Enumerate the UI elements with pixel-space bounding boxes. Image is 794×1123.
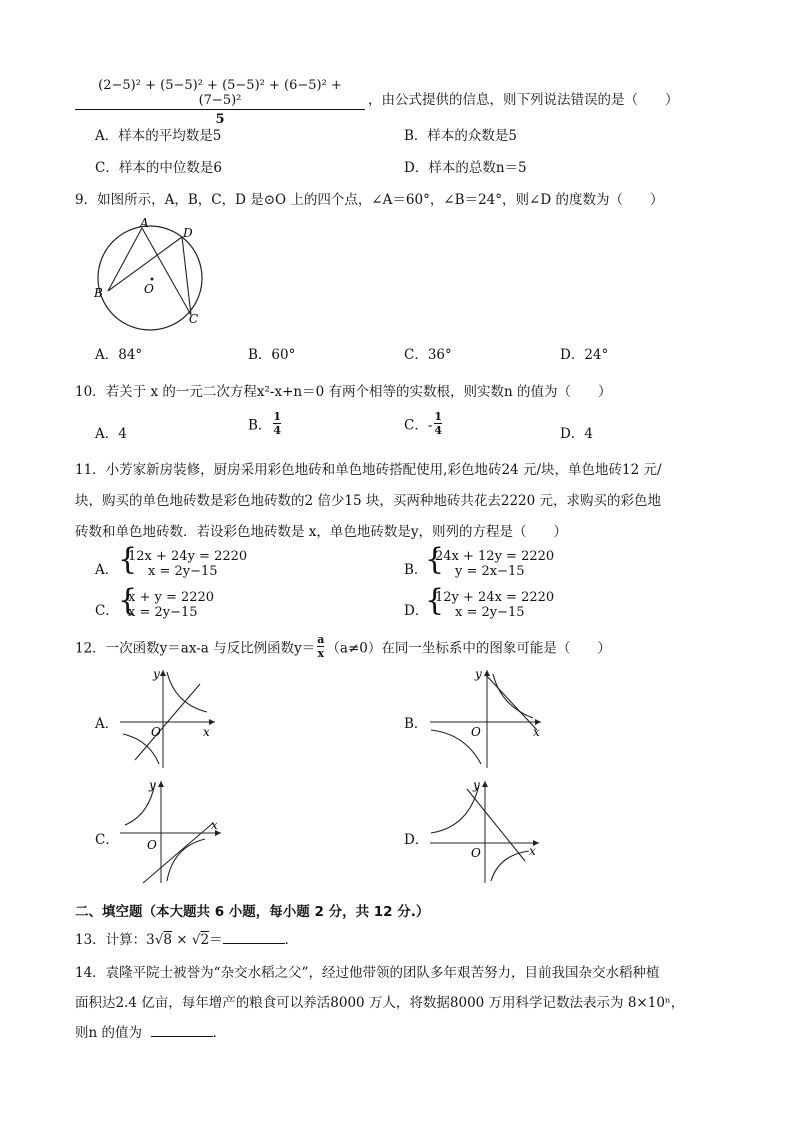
q8-formula-denominator: 5	[215, 112, 225, 127]
q8-option-c[interactable]: C．样本的中位数是6	[95, 160, 222, 176]
chord-dc	[182, 237, 191, 315]
q12-graph-b	[425, 664, 545, 772]
center-point	[151, 278, 154, 281]
q11-d-eq1: 12y + 24x = 2220	[435, 590, 555, 605]
fraction-numerator: 1	[273, 410, 282, 423]
q10-option-c-prefix: C．-	[404, 417, 433, 434]
q10-option-b[interactable]	[248, 410, 283, 437]
q13-radicand-2: 2	[200, 932, 210, 948]
q11-b-eq1: 24x + 12y = 2220	[435, 549, 555, 564]
svg-text:y: y	[149, 778, 156, 792]
q10-option-a[interactable]: A．4	[95, 426, 127, 442]
q11-c-eq2: x = 2y−15	[128, 605, 198, 620]
fraction-denominator: 4	[273, 424, 282, 437]
q11-line-2: 块，购买的单色地砖数是彩色地砖数的2 倍少15 块，买两种地砖共花去2220 元，求购买的彩色地	[75, 493, 661, 509]
q11-option-a-label[interactable]: A．	[95, 562, 119, 578]
q10-option-d[interactable]: D．4	[560, 426, 593, 442]
fraction-numerator: 1	[434, 410, 443, 423]
brace-icon: {	[118, 542, 138, 577]
fraction-denominator: x	[317, 647, 325, 660]
q12-option-d[interactable]: D．	[404, 832, 429, 848]
q9-option-a[interactable]: A．84°	[95, 347, 143, 363]
svg-text:y: y	[475, 667, 482, 681]
q9-option-b[interactable]: B．60°	[248, 347, 296, 363]
q12-graph-d	[425, 775, 543, 887]
q14-answer-blank[interactable]	[151, 1024, 213, 1037]
q12-stem-b: （a≠0）在同一坐标系中的图象可能是（ ）	[326, 640, 611, 657]
q8-formula	[75, 78, 365, 127]
label-d: D	[183, 226, 193, 240]
chord-ac	[142, 228, 191, 315]
brace-icon: {	[118, 583, 138, 618]
svg-text:x: x	[529, 844, 536, 858]
svg-text:O: O	[471, 846, 481, 860]
svg-text:O: O	[151, 725, 161, 739]
q9-circle-figure	[88, 215, 218, 335]
label-a: A	[140, 216, 149, 230]
q14-line-1: 14．袁隆平院士被誉为“杂交水稻之父”，经过他带领的团队多年艰苦努力，目前我国杂交水稻种植	[75, 965, 660, 981]
brace-icon: {	[425, 542, 445, 577]
q11-line-1: 11．小芳家新房装修，厨房采用彩色地砖和单色地砖搭配使用,彩色地砖24 元/块，单色地砖12 元/	[75, 462, 662, 478]
q12-graph-a	[115, 664, 220, 772]
q11-option-d-system	[425, 583, 565, 622]
q11-d-eq2: x = 2y−15	[455, 605, 525, 620]
svg-text:y: y	[473, 778, 480, 792]
chord-ab	[108, 228, 142, 291]
q8-option-d[interactable]: D．样本的总数n＝5	[404, 160, 527, 176]
label-b: B	[94, 286, 103, 300]
q12-fraction	[317, 633, 324, 660]
q11-option-c-system	[118, 583, 258, 622]
q13-radicand-1: 8	[163, 932, 172, 948]
q11-option-a-system	[118, 542, 258, 581]
q11-option-b-system	[425, 542, 565, 581]
q11-a-eq2: x = 2y−15	[148, 564, 218, 579]
svg-text:x: x	[203, 725, 210, 739]
svg-text:O: O	[147, 838, 157, 852]
section-2-title: 二、填空题（本大题共 6 小题，每小题 2 分，共 12 分.）	[75, 904, 430, 920]
q10-stem: 10．若关于 x 的一元二次方程x²-x+n＝0 有两个相等的实数根，则实数n 的值为（ ）	[75, 384, 612, 400]
q14-line-3	[75, 1021, 226, 1041]
label-c: C	[189, 312, 199, 326]
q9-option-d[interactable]: D．24°	[560, 347, 609, 363]
q10-option-b-prefix: B．	[248, 417, 272, 434]
q11-option-c-label[interactable]: C．	[95, 603, 119, 619]
q11-option-d-label[interactable]: D．	[404, 603, 429, 619]
q11-b-eq2: y = 2x−15	[455, 564, 525, 579]
fraction-denominator: 4	[434, 424, 443, 437]
q12-stem-a: 12．一次函数y＝ax-a 与反比例函数y＝	[75, 640, 316, 657]
q13-end: ．	[284, 932, 299, 948]
q14-line-3-text: 则n 的值为	[75, 1025, 142, 1041]
q9-stem: 9．如图所示，A，B，C，D 是⊙O 上的四个点，∠A＝60°，∠B＝24°，则∠D 的度数为（ ）	[75, 192, 664, 208]
svg-text:O: O	[471, 725, 481, 739]
fraction-numerator: a	[317, 633, 325, 646]
q8-formula-numerator: (2−5)² + (5−5)² + (5−5)² + (6−5)² + (7−5)²	[75, 78, 365, 110]
q10-option-c[interactable]	[404, 410, 444, 437]
q10-option-c-fraction	[434, 410, 442, 437]
q12-option-a[interactable]: A．	[95, 716, 119, 732]
q8-stem: ，由公式提供的信息，则下列说法错误的是（ ）	[368, 92, 679, 108]
q13-prefix: 13．计算：3	[75, 932, 155, 948]
svg-text:x: x	[211, 818, 218, 832]
q14-end: ．	[212, 1025, 227, 1041]
q13-line	[75, 928, 298, 948]
q11-c-eq1: x + y = 2220	[128, 590, 215, 605]
q14-line-2: 面积达2.4 亿亩，每年增产的粮食可以养活8000 万人，将数据8000 万用科学记数法表示为 8×10ⁿ，	[75, 995, 685, 1011]
q8-option-a[interactable]: A．样本的平均数是5	[95, 128, 222, 144]
q10-option-b-fraction	[273, 410, 281, 437]
svg-text:x: x	[533, 725, 540, 739]
q12-option-b[interactable]: B．	[404, 716, 428, 732]
q12-option-c[interactable]: C．	[95, 832, 119, 848]
svg-text:y: y	[153, 667, 160, 681]
q9-option-c[interactable]: C．36°	[404, 347, 452, 363]
sqrt-icon: √	[154, 932, 164, 948]
q11-a-eq1: 12x + 24y = 2220	[128, 549, 248, 564]
q8-option-b[interactable]: B．样本的众数是5	[404, 128, 518, 144]
q13-equals: ＝	[209, 932, 223, 948]
q12-stem	[75, 633, 611, 660]
q13-times: ×	[171, 932, 192, 948]
q12-graph-c	[115, 775, 225, 887]
q11-option-b-label[interactable]: B．	[404, 562, 428, 578]
label-o: O	[144, 282, 154, 296]
sqrt-icon: √	[191, 932, 201, 948]
brace-icon: {	[425, 583, 445, 618]
q11-line-3: 砖数和单色地砖数．若设彩色地砖数是 x，单色地砖数是y，则列的方程是（ ）	[75, 524, 568, 540]
q13-answer-blank[interactable]	[223, 931, 285, 944]
